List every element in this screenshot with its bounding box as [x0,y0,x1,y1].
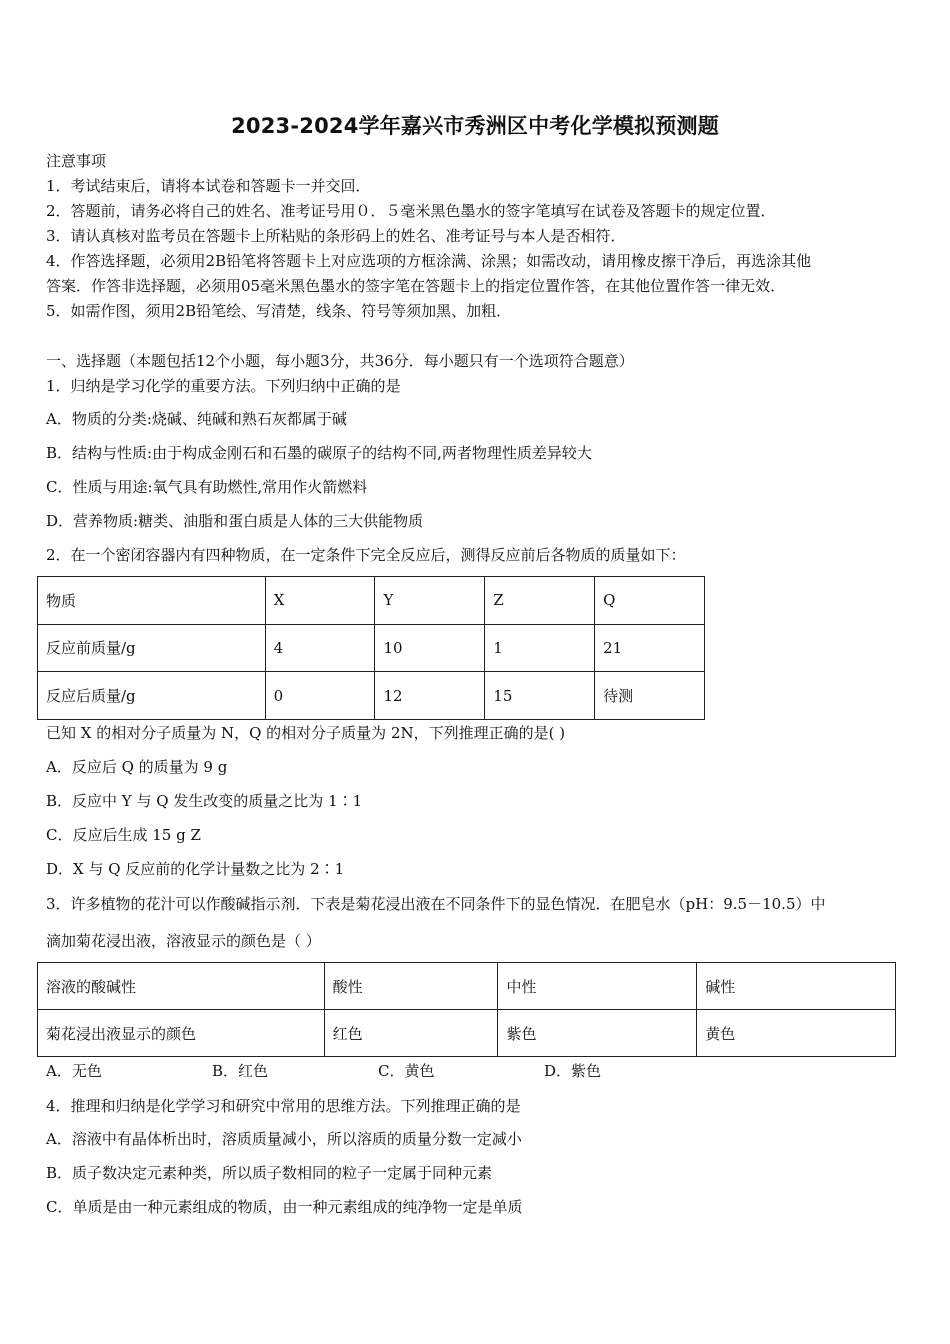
q3-option-b: B．红色 [212,1062,269,1080]
q3-table [37,962,896,1057]
q2-option-b: B．反应中 Y 与 Q 发生改变的质量之比为 1∶1 [46,792,363,810]
q2-option-d: D．X 与 Q 反应前的化学计量数之比为 2∶1 [46,860,345,878]
table-cell: 21 [595,624,705,672]
q2-option-c: C．反应后生成 15 g Z [46,826,201,844]
table-row [38,577,705,625]
section-heading: 一、选择题（本题包括12个小题，每小题3分，共36分．每小题只有一个选项符合题意） [46,352,634,370]
table-cell: Q [595,577,705,625]
q3-option-d: D．紫色 [544,1062,602,1080]
notice-item: 3．请认真核对监考员在答题卡上所粘贴的条形码上的姓名、准考证号与本人是否相符． [46,227,626,245]
table-cell: 中性 [498,963,697,1010]
q3-option-c: C．黄色 [378,1062,435,1080]
notice-item: 1．考试结束后，请将本试卷和答题卡一并交回． [46,177,371,195]
table-cell: 黄色 [697,1010,896,1057]
q1-option-d: D．营养物质:糖类、油脂和蛋白质是人体的三大供能物质 [46,512,424,530]
table-row [38,1010,896,1057]
table-cell: Y [375,577,485,625]
table-cell: 0 [265,672,375,720]
q1-option-c: C．性质与用途:氧气具有助燃性,常用作火箭燃料 [46,478,368,496]
table-cell: 反应后质量/g [38,672,266,720]
table-cell: 菊花浸出液显示的颜色 [38,1010,325,1057]
table-cell: 酸性 [324,963,498,1010]
table-cell: 紫色 [498,1010,697,1057]
notice-heading: 注意事项 [46,152,107,170]
q4-option-b: B．质子数决定元素种类，所以质子数相同的粒子一定属于同种元素 [46,1164,493,1182]
notice-item: 2．答题前，请务必将自己的姓名、准考证号用０．５毫米黑色墨水的签字笔填写在试卷及答题卡的规定位置． [46,202,776,220]
table-cell: 红色 [324,1010,498,1057]
table-cell: 12 [375,672,485,720]
q1-option-b: B．结构与性质:由于构成金刚石和石墨的碳原子的结构不同,两者物理性质差异较大 [46,444,592,462]
table-cell: 1 [485,624,595,672]
q4-option-c: C．单质是由一种元素组成的物质，由一种元素组成的纯净物一定是单质 [46,1198,523,1216]
q4-option-a: A．溶液中有晶体析出时，溶质质量减小，所以溶质的质量分数一定减小 [46,1130,522,1148]
question-stem: 4．推理和归纳是化学学习和研究中常用的思维方法。下列推理正确的是 [46,1097,521,1115]
q2-known-condition: 已知 X 的相对分子质量为 N，Q 的相对分子质量为 2N，下列推理正确的是( ) [46,724,566,742]
q3-option-a: A．无色 [46,1062,102,1080]
table-row [38,672,705,720]
table-cell: 物质 [38,577,266,625]
q3-options [46,1061,601,1081]
q1-option-a: A．物质的分类:烧碱、纯碱和熟石灰都属于碱 [46,410,347,428]
table-cell: 反应前质量/g [38,624,266,672]
table-cell: X [265,577,375,625]
q2-option-a: A．反应后 Q 的质量为 9 g [46,758,228,776]
question-stem-cont: 滴加菊花浸出液，溶液显示的颜色是（ ） [46,932,321,950]
q2-table [37,576,705,720]
notice-item: 4．作答选择题，必须用2B铅笔将答题卡上对应选项的方框涂满、涂黑；如需改动，请用橡皮擦干净后，再选涂其他 [46,252,812,270]
table-cell: 待测 [595,672,705,720]
notice-item: 5．如需作图，须用2B铅笔绘、写清楚，线条、符号等须加黑、加粗． [46,302,512,320]
table-cell: 15 [485,672,595,720]
table-cell: 4 [265,624,375,672]
page-title: 2023-2024学年嘉兴市秀洲区中考化学模拟预测题 [231,114,719,138]
table-cell: 10 [375,624,485,672]
question-stem: 2．在一个密闭容器内有四种物质，在一定条件下完全反应后，测得反应前后各物质的质量如下： [46,546,686,564]
table-row [38,963,896,1010]
table-row [38,624,705,672]
question-stem: 3．许多植物的花汁可以作酸碱指示剂．下表是菊花浸出液在不同条件下的显色情况．在肥皂水（pH：9.5－10.5）中 [46,895,826,913]
table-cell: 碱性 [697,963,896,1010]
table-cell: 溶液的酸碱性 [38,963,325,1010]
notice-item: 答案．作答非选择题，必须用05毫米黑色墨水的签字笔在答题卡上的指定位置作答，在其他位置作答一律无效． [46,277,786,295]
question-stem: 1．归纳是学习化学的重要方法。下列归纳中正确的是 [46,377,401,395]
table-cell: Z [485,577,595,625]
